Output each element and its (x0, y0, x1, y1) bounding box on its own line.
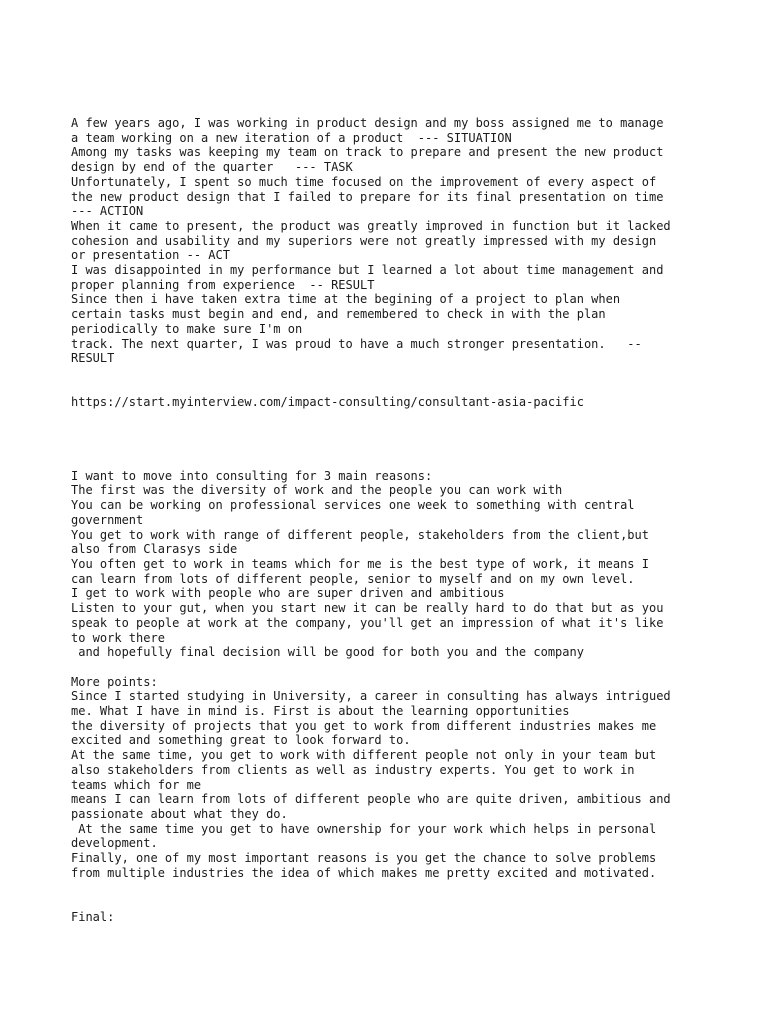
text-line: --- ACTION (71, 204, 144, 219)
text-line: Finally, one of my most important reasons is you get the chance to solve problems (71, 851, 657, 866)
text-line: track. The next quarter, I was proud to have a much stronger presentation. -- (71, 336, 642, 351)
text-line: can learn from lots of different people, senior to myself and on my own level. (71, 571, 635, 586)
blank-line (71, 410, 731, 425)
text-line: excited and something great to look forward to. (71, 733, 411, 748)
text-line: design by end of the quarter --- TASK (71, 160, 353, 175)
text-line: You get to work with range of different people, stakeholders from the client,but (71, 527, 649, 542)
blank-line (71, 660, 731, 675)
text-line: You can be working on professional services one week to something with central (71, 498, 635, 513)
text-line: Since then i have taken extra time at the begining of a project to plan when (71, 292, 621, 307)
text-line: government (71, 512, 144, 527)
text-line: Final: (71, 909, 115, 924)
text-line: The first was the diversity of work and the people you can work with (71, 483, 563, 498)
text-line: periodically to make sure I'm on (71, 321, 303, 336)
text-line: teams which for me (71, 777, 202, 792)
url-text: https://start.myinterview.com/impact-consulting/consultant-asia-pacific (71, 395, 584, 410)
text-line: means I can learn from lots of different people who are quite driven, ambitious and (71, 792, 671, 807)
text-line: I want to move into consulting for 3 main reasons: (71, 468, 433, 483)
text-line: Listen to your gut, when you start new it can be really hard to do that but as you (71, 601, 664, 616)
blank-line (71, 454, 731, 469)
document-body (71, 116, 731, 925)
text-line: the diversity of projects that you get to work from different industries makes me (71, 718, 657, 733)
text-line: Since I started studying in University, a career in consulting has always intrigued (71, 689, 671, 704)
blank-line (71, 895, 731, 910)
blank-line (71, 880, 731, 895)
text-line: me. What I have in mind is. First is about the learning opportunities (71, 704, 570, 719)
text-line: When it came to present, the product was greatly improved in function but it lacked (71, 218, 671, 233)
text-line: At the same time, you get to work with different people not only in your team but (71, 748, 657, 763)
text-line: Among my tasks was keeping my team on track to prepare and present the new product (71, 145, 664, 160)
text-line: development. (71, 836, 158, 851)
text-line: You often get to work in teams which for me is the best type of work, it means I (71, 557, 649, 571)
text-line: RESULT (71, 351, 115, 366)
text-line: passionate about what they do. (71, 806, 288, 821)
text-line: cohesion and usability and my superiors were not greatly impressed with my design (71, 233, 657, 248)
text-line: also stakeholders from clients as well as industry experts. You get to work in (71, 762, 635, 777)
text-line: Unfortunately, I spent so much time focused on the improvement of every aspect of (71, 174, 657, 189)
text-line: A few years ago, I was working in product design and my boss assigned me to manage (71, 116, 664, 130)
text-line: proper planning from experience -- RESULT (71, 277, 375, 292)
text-line: speak to people at work at the company, you'll get an impression of what it's like (71, 615, 664, 630)
text-line: At the same time you get to have ownership for your work which helps in personal (71, 821, 657, 836)
text-line: and hopefully final decision will be good for both you and the company (71, 645, 584, 660)
text-line: certain tasks must begin and end, and remembered to check in with the plan (71, 307, 606, 322)
text-line: the new product design that I failed to prepare for its final presentation on time (71, 189, 664, 204)
blank-line (71, 381, 731, 396)
text-line: also from Clarasys side (71, 542, 238, 557)
blank-line (71, 439, 731, 454)
blank-line (71, 425, 731, 440)
text-line: or presentation -- ACT (71, 248, 230, 263)
blank-line (71, 366, 731, 381)
text-line: I was disappointed in my performance but I learned a lot about time management and (71, 263, 664, 278)
text-line: to work there (71, 630, 165, 645)
text-line: More points: (71, 674, 158, 689)
text-line: I get to work with people who are super driven and ambitious (71, 586, 505, 601)
text-line: from multiple industries the idea of which makes me pretty excited and motivated. (71, 865, 657, 880)
text-line: a team working on a new iteration of a product --- SITUATION (71, 130, 512, 145)
